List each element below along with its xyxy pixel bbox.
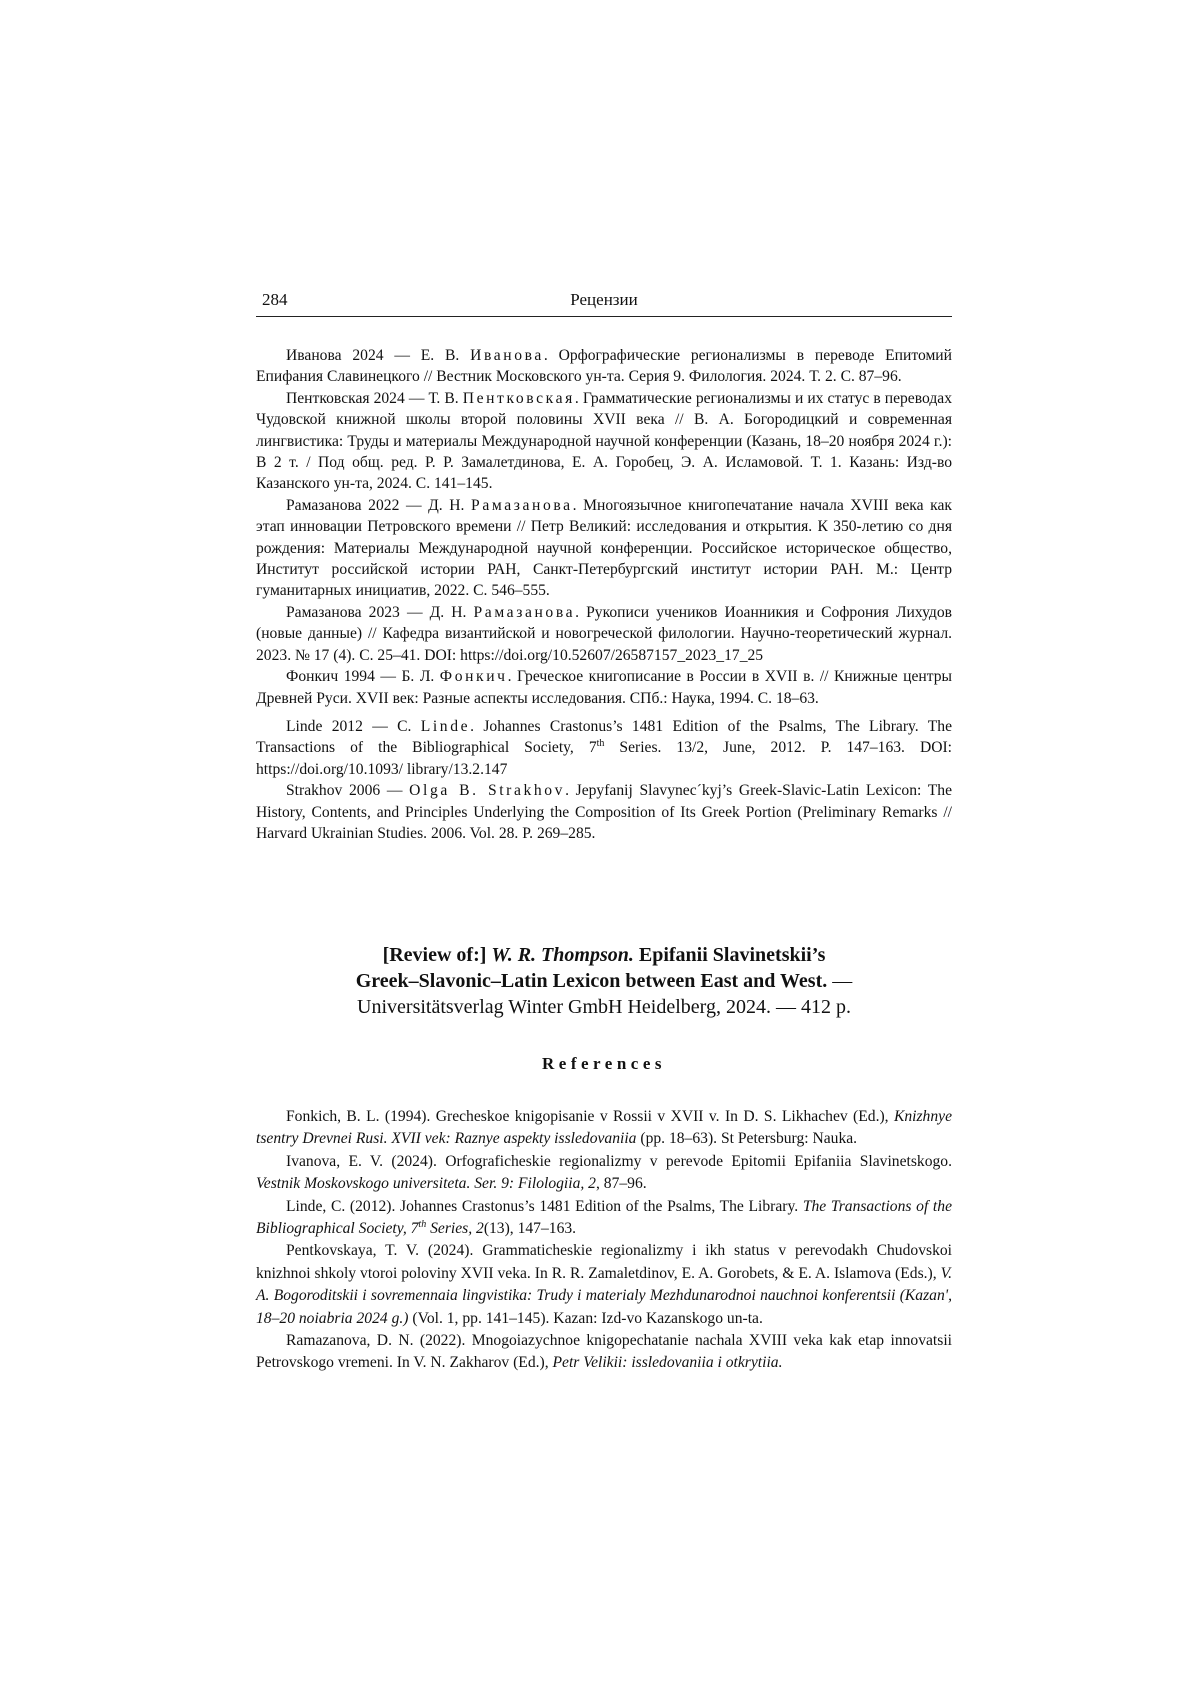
reference-entry: Фонкич 1994 — Б. Л. Фонкич. Греческое книгописание в России в XVII в. // Книжные центры Древней Руси. XVII век: Разные аспекты исследования. СПб.: Наука, 1994. С. 18–63. — [256, 668, 952, 707]
reference-author: Пентковская — [462, 389, 575, 407]
reference-entry: Пентковская 2024 — Т. В. Пентковская. Грамматические регионализмы и их статус в переводах Чудовской книжной школы второй половины XVII века // В. А. Богородицкий и современная лингвистика: Труды и материалы Международной научной конференции (Казань, 18–20 ноября 2024 г.): В 2 т. / Под общ. ред. Р. Р. Замалетдинова, Е. А. Горобец, Э. А. Исламовой. Т. 1. Казань: Изд-во Казанского ун-та, 2024. С. 141–145. — [256, 389, 952, 493]
publisher-line: Universitätsverlag Winter GmbH Heidelberg, 2024. — 412 p. — [357, 996, 851, 1018]
running-title: Рецензии — [570, 290, 638, 309]
reference-entry: Linde 2012 — C. Linde. Johannes Crastonus’s 1481 Edition of the Psalms, The Library. The Transactions of the Bibliographical Society, 7th Series. 13/2, June, 2012. P. 147–163. DOI: https://doi.org/10.1093/ library/13.2.147 — [256, 717, 952, 778]
page-header — [256, 286, 952, 317]
reference-entry: Иванова 2024 — Е. В. Иванова. Орфографические регионализмы в переводе Епитомий Епифания Славинецкого // Вестник Московского ун-та. Серия 9. Филология. 2024. Т. 2. С. 87–96. — [256, 347, 953, 386]
reference-author: Иванова — [470, 347, 544, 364]
reference-entry: Strakhov 2006 — Olga B. Strakhov. Jepyfanij Slavynec´kyj’s Greek-Slavic-Latin Lexicon: The History, Contents, and Principles Underlying the Composition of Its Greek Portion (Preliminary Remarks // Harvard Ukrainian Studies. 2006. Vol. 28. P. 269–285. — [256, 782, 952, 842]
reference-author: Olga B. Strakhov — [409, 782, 566, 800]
reference-entry: Fonkich, B. L. (1994). Grecheskoe knigopisanie v Rossii v XVII v. In D. S. Likhachev (Ed.), Knizhnye tsentry Drevnei Rusi. XVII vek: Raznye aspekty issledovaniia (pp. 18–63). St Petersburg: Nauka. — [256, 1108, 952, 1148]
reference-entry: Рамазанова 2022 — Д. Н. Рамазанова. Многоязычное книгопечатание начала XVIII века как этап инновации Петровского времени // Петр Великий: исследования и открытия. К 350-летию со дня рождения: Материалы Международной научной конференции. Российское историческое общество, Институт российской истории РАН, Санкт-Петербургский институт истории РАН. М.: Центр гуманитарных инициатив, 2022. С. 546–555. — [256, 496, 953, 600]
reference-entry: Pentkovskaya, T. V. (2024). Grammaticheskie regionalizmy i ikh status v perevodakh Chudovskoi knizhnoi shkoly vtoroi poloviny XVII veka. In R. R. Zamaletdinov, E. A. Gorobets, & E. A. Islamova (Eds.), V. A. Bogoroditskii i sovremennaia lingvistika: Trudy i materialy Mezhdunarodnoi nauchnoi konferentsii (Kazan', 18–20 noiabria 2024 g.) (Vol. 1, pp. 141–145). Kazan: Izd-vo Kazanskogo un-ta. — [256, 1242, 952, 1327]
reference-author: Рамазанова — [471, 496, 573, 514]
reference-author: Рамазанова — [473, 603, 576, 621]
reference-entry: Рамазанова 2023 — Д. Н. Рамазанова. Рукописи учеников Иоанникия и Софрония Лихудов (новые данные) // Кафедра византийской и новогреческой филологии. Научно-теоретический журнал. 2023. № 17 (4). С. 25–41. DOI: https://doi.org/10.52607/26587157_2023_17_25 — [256, 603, 953, 664]
bibliography-russian — [256, 345, 952, 844]
bibliography-english — [256, 1106, 952, 1375]
reference-entry: Linde, C. (2012). Johannes Crastonus’s 1481 Edition of the Psalms, The Library. The Transactions of the Bibliographical Society, 7th Series, 2(13), 147–163. — [256, 1197, 952, 1238]
reference-author: Linde — [420, 717, 471, 735]
reference-author: Фонкич — [439, 668, 508, 686]
references-heading: References — [542, 1054, 666, 1073]
page-number: 284 — [262, 290, 288, 309]
reference-entry: Ramazanova, D. N. (2022). Mnogoiazychnoe knigopechatanie nachala XVIII veka kak etap innovatsii Petrovskogo vremeni. In V. N. Zakharov (Ed.), Petr Velikii: issledovaniia i otkrytiia. — [256, 1332, 952, 1372]
review-title: [Review of:] W. R. Thompson. Epifanii Slavinetskii’s Greek–Slavonic–Latin Lexicon between East and West. — Universitätsverlag Winter GmbH Heidelberg, 2024. — 412 p. — [256, 942, 952, 1020]
reviewed-author: W. R. Thompson. — [491, 944, 634, 966]
reference-entry: Ivanova, E. V. (2024). Orfograficheskie regionalizmy v perevode Epitomii Epifaniia Slavinetskogo. Vestnik Moskovskogo universiteta. Ser. 9: Filologiia, 2, 87–96. — [256, 1152, 952, 1193]
